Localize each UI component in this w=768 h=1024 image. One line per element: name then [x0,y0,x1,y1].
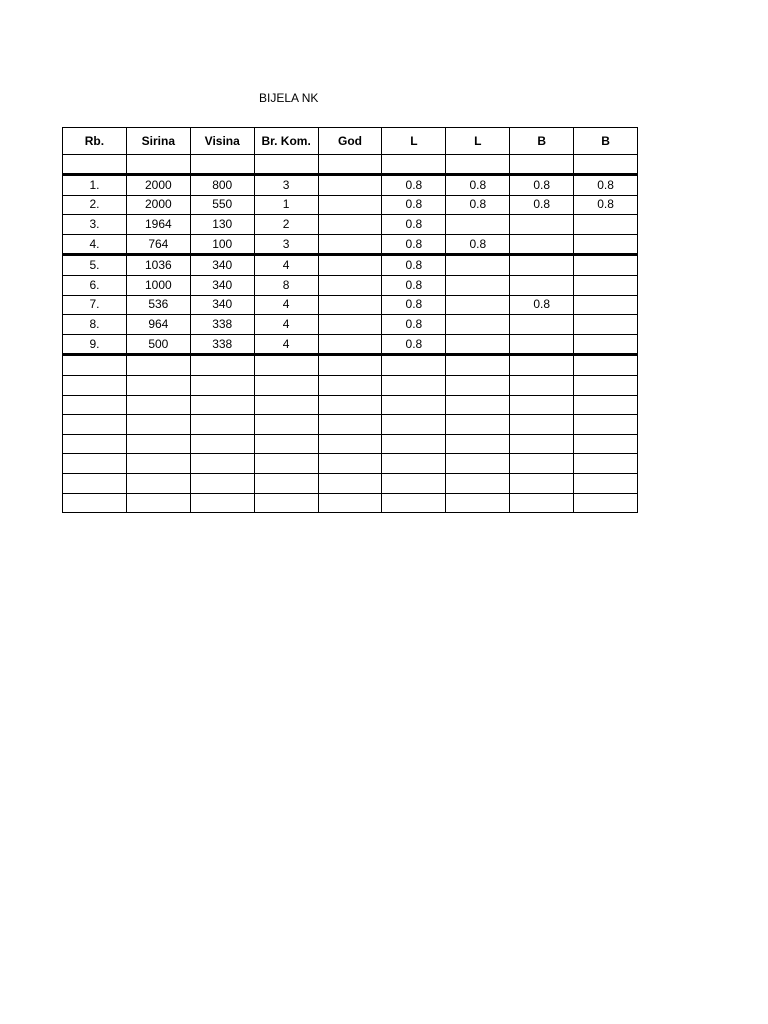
table-row [63,255,638,276]
table-cell [63,155,127,175]
table-cell [254,355,318,376]
table-cell [126,155,190,175]
table-cell: 130 [190,215,254,235]
table-cell [574,493,638,513]
table-cell: 3 [254,175,318,196]
table-cell: 0.8 [446,234,510,255]
table-cell [574,434,638,454]
table-row [63,195,638,215]
data-table [62,127,638,513]
table-cell [190,434,254,454]
table-cell [446,315,510,335]
table-cell [574,275,638,295]
table-cell [318,395,382,415]
table-cell [382,155,446,175]
table-row [63,454,638,474]
header-cell-god: God [318,128,382,155]
table-row [63,415,638,435]
table-body [63,155,638,513]
table-cell: 0.8 [510,295,574,315]
table-cell [190,155,254,175]
table-cell [510,434,574,454]
header-cell-b-2: B [574,128,638,155]
table-cell [254,454,318,474]
table-cell: 0.8 [574,175,638,196]
table-cell: 8 [254,275,318,295]
table-cell: 0.8 [382,275,446,295]
header-cell-br-kom: Br. Kom. [254,128,318,155]
table-cell [574,215,638,235]
table-cell [510,473,574,493]
table-cell: 340 [190,275,254,295]
table-row [63,155,638,175]
table-cell [382,355,446,376]
table-cell [510,215,574,235]
table-cell [446,375,510,395]
table-cell [382,493,446,513]
header-cell-l-1: L [382,128,446,155]
table-cell [446,295,510,315]
table-cell: 9. [63,334,127,355]
table-cell [126,493,190,513]
table-cell [510,375,574,395]
table-cell [190,375,254,395]
table-cell: 338 [190,315,254,335]
table-cell [126,375,190,395]
table-cell: 0.8 [382,334,446,355]
table-cell: 0.8 [382,295,446,315]
table-cell [446,415,510,435]
table-cell [63,434,127,454]
table-cell [574,375,638,395]
table-cell [510,234,574,255]
table-cell: 0.8 [382,195,446,215]
table-cell: 1000 [126,275,190,295]
table-cell: 0.8 [510,175,574,196]
table-cell: 3. [63,215,127,235]
table-cell [574,454,638,474]
table-cell [510,454,574,474]
table-cell [254,493,318,513]
table-cell: 964 [126,315,190,335]
table-cell: 4 [254,255,318,276]
table-cell: 1036 [126,255,190,276]
table-cell [446,275,510,295]
table-cell [318,275,382,295]
table-cell: 1. [63,175,127,196]
table-cell [254,155,318,175]
table-cell: 764 [126,234,190,255]
table-cell: 0.8 [446,195,510,215]
table-cell [63,493,127,513]
table-cell [318,473,382,493]
table-cell [63,415,127,435]
table-cell [126,434,190,454]
table-cell [510,493,574,513]
table-cell [190,355,254,376]
table-cell [254,473,318,493]
table-row [63,175,638,196]
table-row [63,334,638,355]
table-cell: 2. [63,195,127,215]
table-cell: 8. [63,315,127,335]
table-row [63,355,638,376]
table-cell [126,415,190,435]
table-cell [126,454,190,474]
header-row [63,128,638,155]
table-cell [190,395,254,415]
table-cell: 4 [254,315,318,335]
table-cell [318,334,382,355]
table-cell: 5. [63,255,127,276]
table-cell [382,454,446,474]
table-cell [318,195,382,215]
table-cell [190,415,254,435]
table-cell [63,473,127,493]
table-cell [318,415,382,435]
table-cell: 1964 [126,215,190,235]
table-cell [318,234,382,255]
table-cell [63,375,127,395]
table-cell: 7. [63,295,127,315]
table-cell: 340 [190,255,254,276]
table-cell [574,395,638,415]
table-cell [510,395,574,415]
table-cell: 4 [254,295,318,315]
table-cell: 6. [63,275,127,295]
table-cell [446,434,510,454]
table-cell [574,473,638,493]
header-cell-b-1: B [510,128,574,155]
table-cell [510,255,574,276]
table-cell [382,434,446,454]
table-row [63,215,638,235]
table-cell: 0.8 [510,195,574,215]
header-cell-sirina: Sirina [126,128,190,155]
table-row [63,493,638,513]
table-row [63,234,638,255]
table-cell: 2000 [126,195,190,215]
table-cell [510,334,574,355]
table-cell [446,493,510,513]
table-cell: 0.8 [382,234,446,255]
table-cell [574,234,638,255]
table-row [63,295,638,315]
table-cell [254,434,318,454]
header-cell-rb: Rb. [63,128,127,155]
table-cell [190,493,254,513]
table-cell [318,454,382,474]
table-cell: 0.8 [574,195,638,215]
table-cell [382,415,446,435]
table-cell [574,255,638,276]
table-cell [510,415,574,435]
table-cell [318,493,382,513]
table-cell [510,315,574,335]
table-cell: 338 [190,334,254,355]
table-cell [510,355,574,376]
table-cell [126,473,190,493]
table-cell [318,315,382,335]
table-cell: 0.8 [382,255,446,276]
table-cell [446,215,510,235]
table-cell [382,395,446,415]
table-cell [318,295,382,315]
table-cell [574,295,638,315]
table-cell: 0.8 [382,315,446,335]
table-cell [63,355,127,376]
table-cell: 100 [190,234,254,255]
table-cell: 4. [63,234,127,255]
table-cell [318,355,382,376]
table-cell: 1 [254,195,318,215]
table-cell: 536 [126,295,190,315]
table-cell [254,395,318,415]
table-cell [382,473,446,493]
table-cell [254,415,318,435]
table-cell [574,355,638,376]
table-cell [318,434,382,454]
table-cell [190,454,254,474]
table-cell [126,355,190,376]
table-cell [254,375,318,395]
table-cell: 340 [190,295,254,315]
table-cell [574,415,638,435]
table-row [63,473,638,493]
table-cell [63,395,127,415]
table-row [63,375,638,395]
table-cell [446,355,510,376]
page-title: BIJELA NK [259,91,319,105]
table-cell: 4 [254,334,318,355]
table-cell: 0.8 [446,175,510,196]
table-cell [190,473,254,493]
table-cell [382,375,446,395]
table-row [63,395,638,415]
table-cell [574,315,638,335]
table-cell: 500 [126,334,190,355]
header-cell-visina: Visina [190,128,254,155]
table-cell [510,275,574,295]
table-row [63,434,638,454]
table-row [63,315,638,335]
table-cell: 3 [254,234,318,255]
header-cell-l-2: L [446,128,510,155]
table-cell: 800 [190,175,254,196]
table-cell [446,155,510,175]
table-cell: 0.8 [382,215,446,235]
table-cell [63,454,127,474]
table-cell [574,155,638,175]
table-cell [318,215,382,235]
table-cell: 2 [254,215,318,235]
table-cell: 550 [190,195,254,215]
table-cell [318,175,382,196]
table-cell [318,155,382,175]
table-cell [446,255,510,276]
table-cell [318,255,382,276]
table-cell: 0.8 [382,175,446,196]
table-cell [446,454,510,474]
table-cell [510,155,574,175]
table-cell [446,395,510,415]
table-cell [446,334,510,355]
table-cell [126,395,190,415]
table-cell: 2000 [126,175,190,196]
table-cell [446,473,510,493]
table-row [63,275,638,295]
table-cell [318,375,382,395]
table-cell [574,334,638,355]
